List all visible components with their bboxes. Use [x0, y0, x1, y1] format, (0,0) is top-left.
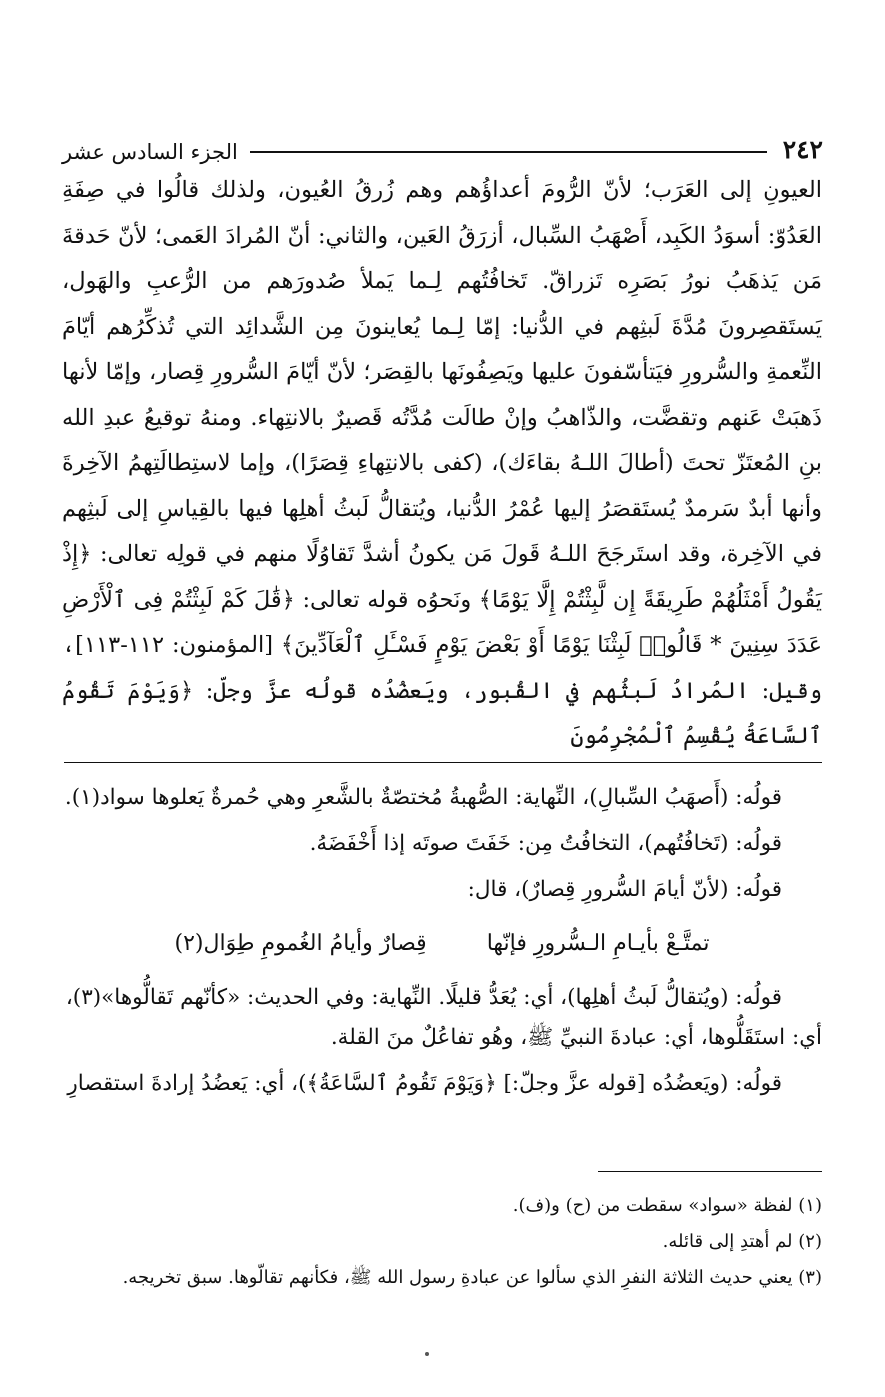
scan-speck [425, 1352, 429, 1356]
footnote: (١) لفظة «سواد» سقطت من (ح) و(ف). [512, 1195, 822, 1216]
footnote: (٢) لم أهتدِ إلى قائله. [662, 1231, 822, 1252]
footnotes [62, 1188, 822, 1296]
note-paragraph: قولُه: (ويَعضُدُه [قوله عزَّ وجلّ:] ﴿وَيَوْمَ تَقُومُ ٱلسَّاعَةُ﴾)، أي: يَعضُدُ إرادةَ استقصارِ [67, 1071, 782, 1096]
footnote: (٣) يعني حديث الثلاثة النفرِ الذي سألوا عن عبادةِ رسول الله ﷺ، فكأنهم تقالّوها. سبق تخريجه. [122, 1267, 822, 1288]
page-number: ٢٤٢ [782, 135, 823, 164]
note-paragraph: قولُه: (لأنّ أيامَ السُّرورِ قِصارٌ)، قال: [467, 877, 782, 902]
poetry-verse [62, 924, 822, 964]
running-title: الجزء السادس عشر [62, 140, 238, 164]
main-text [62, 168, 822, 760]
note-paragraph: قولُه: (ويُتقالُّ لَبثُ أهلِها)، أي: يُعَدُّ قليلًا. النِّهاية: وفي الحديث: «كأنّهم تَقالُّوها»(٣)، أي: استَقَلُّوها، أي: عبادةَ النبيِّ ﷺ، وهُو تفاعُلٌ منَ القلة. [65, 985, 822, 1050]
footnote-rule [598, 1171, 822, 1172]
header-rule [250, 151, 767, 153]
commentary-divider [64, 762, 822, 763]
main-paragraph: العيونِ إلى العَرَب؛ لأنّ الرُّومَ أعداؤُهم وهم زُرقُ العُيون، ولذلك قالُوا في صِفَةِ العَدُوّ: أسوَدُ الكَبِد، أَصْهَبُ السِّبال، أزرَقُ العَين، والثاني: أنّ المُرادَ العَمى؛ لأنّ حَدقةَ مَن يَذهَبُ نورُ بَصَرِه تَزراقّ. تَخافُتُهم لِـما يَملأ صُدورَهم من الرُّعبِ والهَول، يَستَقصِرونَ مُدَّةَ لَبثِهم في الدُّنيا: إمّا لِـما يُعاينونَ مِن الشَّدائِد التي تُذكِّرُهم أيّامَ النِّعمةِ والسُّرورِ فيَتأسّفونَ عليها ويَصِفُونَها بالقِصَر؛ لأنّ أيّامَ السُّرورِ قِصار، وإمّا لأنها ذَهبَتْ عَنهم وتقضَّت، والذّاهبُ وإنْ طالَت مُدَّتُه قَصيرٌ بالانتِهاء. ومنهُ توقيعُ عبدِ الله بنِ المُعتَزّ تحتَ (أطالَ اللـهُ بقاءَك)، (كفى بالانتِهاءِ قِصَرًا)، وإما لاستِطالَتِهمُ الآخِرةَ وأنها أبدٌ سَرمدٌ يُستَقصَرُ إليها عُمْرُ الدُّنيا، ويُتقالُّ لَبثُ أهلِها فيها بالقِياسِ إلى لَبثِهم في الآخِرة، وقد استَرجَحَ اللـهُ قَولَ مَن يكونُ أشدَّ تَقاوُلًا منهم في قولِه تعالى: ﴿إِذْ يَقُولُ أَمْثَلُهُمْ طَرِيقَةً إِن لَّبِثْتُمْ إِلَّا يَوْمًا﴾ ونَحوُه قوله تعالى: ﴿قَٰلَ كَمْ لَبِثْتُمْ فِى ٱلْأَرْضِ عَدَدَ سِنِينَ * قَالُوا۟ لَبِثْنَا يَوْمًا أَوْ بَعْضَ يَوْمٍ فَسْـَٔلِ ٱلْعَآدِّينَ﴾ [المؤمنون: ١١٢-١١٣]، وقيل: المُرادُ لَبثُهم في القُبور، ويَعضُدُه قولُه عزَّ وجلّ: ﴿وَيَوْمَ تَقُومُ ٱلسَّاعَةُ يُقْسِمُ ٱلْمُجْرِمُونَ [62, 177, 822, 749]
note-paragraph: قولُه: (تَخافُتُهم)، التخافُتُ مِن: خَفَتَ صوتَه إذا أَخْفَضَهُ. [309, 831, 782, 856]
running-header [62, 118, 823, 164]
note-paragraph: قولُه: (أَصهَبُ السِّبالِ)، النِّهاية: الصُّهبةُ مُختصّةٌ بالشَّعرِ وهي حُمرةٌ يَعلوها سواد(١). [64, 785, 782, 810]
verse-second-hemistich: قِصارٌ وأيامُ الغُمومِ طِوَال(٢) [174, 931, 427, 956]
verse-first-hemistich: تمتَّـعْ بأيـامِ الـسُّرورِ فإنّها [486, 931, 710, 956]
commentary [62, 778, 822, 1110]
